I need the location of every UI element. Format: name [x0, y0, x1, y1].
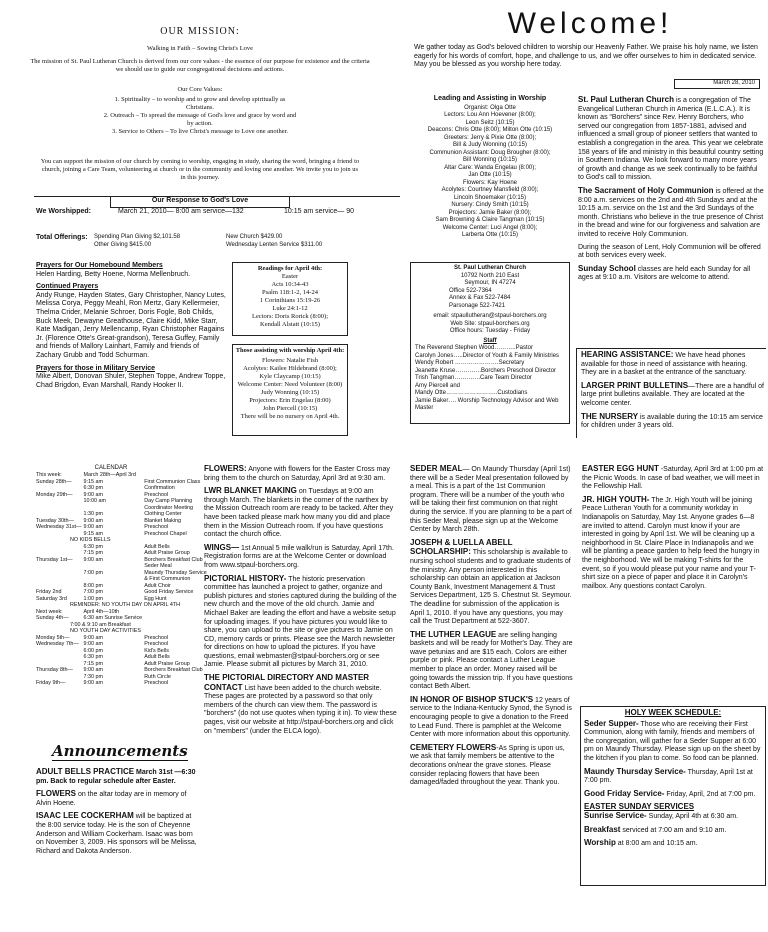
- office-hours: Office hours: Tuesday - Friday: [449, 328, 531, 334]
- hearing-assistance: [581, 351, 764, 378]
- assisting-line: Projectors: Erin Engelau (8:00): [249, 397, 331, 404]
- worship-attendance: March 21, 2010— 8:00 am service—132: [118, 208, 244, 215]
- mission-tagline: Walking in Faith – Sowing Christ's Love: [146, 45, 254, 52]
- core-value: 3. Service to Others – To live Christ's message to Love one another.: [111, 128, 289, 135]
- reading-line: Kendall Alstatt (10:15): [260, 321, 320, 328]
- leading-line: Jan Otte (10:15): [468, 172, 512, 178]
- abell-scholarship: [410, 539, 574, 627]
- luther-league: [410, 631, 574, 692]
- calendar-event: Adult Praise Group: [144, 660, 190, 667]
- calendar-event: Blanket Making: [144, 517, 182, 524]
- leading-line: Lectors: Lou Ann Hoevener (8:00);: [444, 112, 536, 118]
- baptism-head: ISAAC LEE COCKERHAM: [36, 811, 134, 821]
- adult-bells-head: ADULT BELLS PRACTICE: [36, 767, 135, 776]
- calendar-time: 7:00 pm: [83, 589, 103, 595]
- calendar-event: Egg Hunt: [144, 595, 167, 602]
- egg-hunt-text: -Saturday, April 3rd at 1:00 pm at the Picnic Woods. In case of bad weather, we will meet in the Fellowship Hall.: [582, 466, 764, 491]
- nursery-head: THE NURSERY: [581, 411, 639, 421]
- assisting-line: Judy Wonning (10:15): [260, 389, 320, 396]
- pictorial-history: [204, 575, 398, 671]
- calendar-title: CALENDAR: [94, 465, 128, 471]
- about-communion: [578, 187, 764, 240]
- sunday-school-text: classes are held each Sunday for all ages at 9:10 a.m. Visitors are welcome to attend.: [578, 265, 751, 282]
- church-email: email: stpaullutheran@stpaul-borchers.org: [433, 313, 547, 319]
- assisting-april4-title: Those assisting with worship April 4th:: [235, 347, 345, 354]
- wings-text: 1st Annual 5 mile walk/run is Saturday, April 17th. Registration forms are at the Welcome Center or download from www.stpaul-borchers.org.: [204, 544, 394, 569]
- about-section: [578, 96, 764, 287]
- blanket-making: [204, 487, 398, 540]
- worshiped-label: We Worshipped:: [36, 208, 91, 215]
- core-value: 2. Outreach – To spread the message of God's love and grace by word and by action.: [103, 112, 297, 127]
- large-print-text: —There are a handful of large print bulletins available. They are located at the welcome center.: [581, 382, 764, 407]
- nursery-text: is available during the 10:15 am service for children under 3 years old.: [581, 413, 763, 430]
- calendar-event: Borchers Breakfast Club: [144, 556, 203, 563]
- calendar-event: Coordinator Meeting: [144, 504, 194, 511]
- hearing-text: We have head phones available for those in need of assistance with hearing. They are in a basket at the entrance of the sanctuary.: [581, 352, 748, 377]
- altar-flowers: [36, 790, 198, 808]
- assisting-line: Flowers: Natalie Fish: [262, 357, 318, 364]
- easter-flowers: [204, 465, 398, 483]
- leading-line: Flowers: Kay Hoene: [462, 179, 518, 186]
- calendar-day: Sunday 4th—: [36, 615, 69, 621]
- announcements-title: Announcements: [52, 742, 188, 760]
- calendar-day: Sunday 28th—: [36, 478, 72, 485]
- reading-line: Acts 10:34-43: [271, 281, 309, 288]
- abell-text: This scholarship is available to nursing school students and to graduate students of the ministry. Any person interested in this scholarship can obtain an application at Jackson County Bank, Investment Management & Trust Services Department, 125 S. Chestnut St. Seymour. The deadline for submission of the application is April 1, 2010. If you have any questions, you may call the Trust Department at 522-3607.: [410, 549, 572, 626]
- calendar-time: 7:15 pm: [83, 660, 103, 667]
- offering-lenten: Wednesday Lenten Service $311.00: [226, 242, 323, 248]
- calendar-event: Preschool: [144, 524, 169, 530]
- calendar-time: 9:15 am: [83, 478, 103, 485]
- calendar-day: Wednesday 31st—: [36, 524, 82, 530]
- calendar-time: 6:30 pm: [83, 543, 103, 550]
- seder-meal: [410, 465, 574, 535]
- hearing-head: HEARING ASSISTANCE:: [581, 350, 674, 359]
- about-sunday-school: [578, 265, 764, 283]
- assisting-april4-box: [232, 344, 348, 436]
- luther-league-text: are selling hanging baskets and will be ready for Mother's Day. They are wave petunias and are $15 each. Colors are either purple or pink. Please contact a Luther League member to place an order. Money raised will be going towards the mission trip. If you have questions contact Beth Albert.: [410, 631, 573, 691]
- reading-line: 1 Corinthians 15:19-26: [259, 297, 321, 304]
- large-print-head: LARGER PRINT BULLETINS: [581, 380, 689, 390]
- calendar-row: [36, 680, 209, 687]
- calendar-event: Seder Meal: [144, 563, 172, 569]
- assisting-line: Welcome Center: Need Volunteer (8:00): [237, 381, 343, 388]
- calendar-day: Monday 29th—: [36, 491, 73, 498]
- leading-line: Greeters: Jerry & Pixie Otte (8:00);: [443, 134, 537, 141]
- altar-flowers-head: FLOWERS: [36, 789, 76, 799]
- abell-head: JOSEPH & LUELLA ABELL SCHOLARSHIP:: [410, 537, 513, 557]
- leading-line: Projectors: Jamie Baker (8:00);: [448, 209, 532, 216]
- jr-high-youth: [582, 496, 764, 592]
- maundy-thursday: [584, 768, 762, 786]
- calendar-time: 9:00 am: [83, 641, 103, 647]
- about-congregation: [578, 96, 764, 183]
- column-two: [204, 465, 398, 740]
- pictorial-history-head: PICTORIAL HISTORY-: [204, 573, 287, 583]
- egg-hunt-head: EASTER EGG HUNT: [582, 464, 659, 473]
- easter-sunday-title: EASTER SUNDAY SERVICES: [584, 802, 695, 812]
- calendar-time: 9:00 am: [83, 667, 103, 673]
- easter-flowers-head: FLOWERS:: [204, 464, 247, 473]
- phone-annex: Annex & Fax 522-7484: [449, 295, 511, 301]
- readings-box: [232, 262, 348, 336]
- phone-parsonage: Parsonage 522-7421: [449, 302, 506, 309]
- worship-attendance-late: 10:15 am service— 90: [284, 208, 355, 215]
- seder-supper: [584, 720, 762, 764]
- calendar-time: March 28th—April 3rd: [83, 472, 136, 478]
- sunrise-text: Sunday, April 4th at 6:30 am.: [646, 812, 739, 820]
- good-friday: [584, 790, 762, 800]
- luther-league-head: THE LUTHER LEAGUE: [410, 629, 497, 639]
- maundy-text: Thursday, April 1st at 7:00 pm.: [584, 768, 753, 785]
- jr-high-text: The Jr. High Youth will be joining Peace Lutheran Youth for a community workday in Indianapolis on Saturday, May 1st. Anyone grades 6—8 are invited to attend. Carolyn must know if your are interested in going by April 1st. We will be cleaning up a neighborhood in St. Claire Place in Indianapolis and we will be planting a peace garden to help feed the hungry in the neighborhood. We will be making T-shirts for the event, so if you would please put your name and your T-shirt size on a piece of paper and place it in Carolyn's mailbox. Any questions contact Carolyn.: [582, 496, 760, 590]
- breakfast: [584, 826, 762, 836]
- prayers-section: [36, 262, 226, 390]
- altar-flowers-text: on the altar today are in memory of Alvin Hoene.: [36, 791, 187, 807]
- announcements-section: [36, 768, 198, 860]
- staff-line: The Reverend Stephen Wood………..Pastor: [415, 345, 533, 351]
- calendar-event: Adult Choir: [144, 582, 171, 589]
- about-congregation-head: St. Paul Lutheran Church: [578, 95, 675, 104]
- column-three: [410, 465, 574, 792]
- maundy-head: Maundy Thursday Service-: [584, 766, 686, 776]
- calendar-day: Next week:: [36, 608, 63, 615]
- calendar-time: April 4th—10th: [83, 608, 120, 615]
- leading-line: Bill & Judy Wonning (10:15): [453, 142, 527, 148]
- breakfast-text: serviced at 7:00 am and 9:10 am.: [620, 826, 727, 834]
- column-four: [582, 465, 764, 595]
- about-congregation-text: is a congregation of The Evangelical Lutheran Church in America (E.L.C.A.). It is known as “Borchers” since Rev. Henry Borchers, who served our congregation from 1857-1881, advised and influenced a small group of pioneer settlers that wanted to establish a congregation in the area. This year we celebrate 158 years of life and ministry in this beautiful country setting in Southern Indiana. We look forward to many more years of growth and change as we seek continually to be faithful to God's call to mission.: [578, 97, 764, 182]
- baptism: [36, 812, 198, 856]
- church-name: St. Paul Lutheran Church: [453, 265, 526, 271]
- calendar-time: 7:15 pm: [83, 550, 103, 556]
- calendar-event: Ruth Circle: [144, 673, 171, 680]
- pictorial-directory-head: THE PICTORIAL DIRECTORY AND MASTER CONTACT: [204, 673, 370, 692]
- good-friday-text: Friday, April, 2nd at 7:00 pm.: [664, 790, 756, 798]
- calendar-day: Wednesday 7th—: [36, 641, 79, 647]
- staff-line: Mandy Otte……………………..Custodians: [415, 390, 528, 396]
- about-lent: During the season of Lent, Holy Communion will be offered at both services every week.: [578, 243, 761, 260]
- leading-line: Sam Browning & Claire Tangman (10:15): [435, 217, 545, 223]
- staff-line: Jamie Baker…. Worship Technology Advisor and Web Master: [415, 397, 559, 411]
- calendar-event: Adult Bells: [144, 654, 170, 660]
- leading-line: Acolytes: Courtney Mansfield (8:00);: [441, 187, 539, 193]
- sunday-school-head: Sunday School: [578, 263, 636, 273]
- offering-new-church: New Church $429.00: [226, 234, 283, 240]
- calendar-event: Borchers Breakfast Club: [144, 667, 203, 673]
- calendar-event: Maundy Thursday Service: [144, 569, 207, 576]
- egg-hunt: [582, 465, 764, 492]
- leading-line: Leon Seitz (10:15): [465, 119, 515, 126]
- calendar-event: Preschool: [144, 641, 169, 647]
- calendar-day: Thursday 8th—: [36, 667, 73, 673]
- bishop-stuck: [410, 696, 574, 740]
- calendar-time: 6:30 pm: [83, 654, 103, 660]
- calendar-time: 9:00 am: [83, 556, 103, 563]
- church-address: 10792 North 210 East: [460, 272, 520, 279]
- calendar-time: 6:00 pm: [83, 647, 103, 654]
- about-communion-head: The Sacrament of Holy Communion: [578, 185, 714, 195]
- calendar-time: 9:15 am: [83, 530, 103, 537]
- calendar-event: Preschool: [144, 634, 169, 641]
- worship-text: at 8:00 am and 10:15 am.: [615, 840, 698, 848]
- holy-week-title: HOLY WEEK SCHEDULE:: [624, 708, 722, 717]
- military-prayers-list: Mike Albert, Donovan Shuler, Stephen Toppe, Andrew Toppe, Chad Brigdon, Evan Marshall, Randy Hooker II.: [36, 373, 226, 389]
- leading-line: Communion Assistant: Doug Brougher (8:00);: [429, 149, 551, 156]
- calendar-event: Good Friday Service: [144, 589, 194, 595]
- worship-head: Worship: [584, 838, 616, 848]
- calendar-event: Kid's Bells: [144, 647, 169, 654]
- church-info-box: [410, 262, 570, 424]
- core-value: 1. Spirituality – to worship and to grow and develop spiritually as Christians.: [114, 96, 286, 111]
- seder-meal-head: SEDER MEAL: [410, 464, 463, 473]
- calendar-event: Confirmation: [144, 485, 175, 491]
- calendar-event: Preschool: [144, 680, 169, 686]
- calendar-event: First Communion Class: [144, 478, 201, 485]
- mission-title: OUR MISSION:: [160, 26, 240, 37]
- homebound-title: Prayers for Our Homebound Members: [36, 262, 163, 269]
- assisting-line: Kyle Claycamp (10:15): [259, 373, 321, 380]
- assisting-line: Acolytes: Kailee Hildebrand (8:00);: [243, 365, 337, 372]
- mission-statement: The mission of St. Paul Lutheran Church is derived from our core values - the essence of our purpose for existence and the criteria we should use to guide our congregational decisions and actions.: [30, 58, 370, 73]
- calendar-day: Saturday 3rd: [36, 595, 67, 602]
- calendar-time: 6:30 pm: [83, 485, 103, 491]
- staff-title: Staff: [483, 337, 497, 344]
- adult-bells: [36, 768, 198, 786]
- nursery: [581, 413, 764, 431]
- offerings-label: Total Offerings:: [36, 234, 88, 241]
- leading-line: Organist: Olga Otte: [464, 104, 516, 111]
- leading-line: Nursery: Cindy Smith (10:15): [451, 202, 529, 208]
- calendar-note: NO KIDS BELLS: [70, 537, 111, 543]
- reading-line: Easter: [281, 273, 299, 280]
- calendar-time: 10:00 am: [83, 498, 106, 504]
- calendar-event: Preschool Chapel: [144, 530, 187, 537]
- adult-bells-text: March 31st —6:30 pm. Back to regular schedule after Easter.: [36, 769, 196, 785]
- homebound-list: Helen Harding, Betty Hoene, Norma Mellenbruch.: [36, 270, 191, 278]
- calendar-day: This week:: [36, 472, 62, 478]
- leading-title: Leading and Assisting in Worship: [433, 95, 547, 102]
- offering-other: Other Giving $415.00: [94, 242, 152, 248]
- church-website: Web Site: stpaul-borchers.org: [450, 320, 530, 327]
- hearing-box: [576, 348, 766, 438]
- calendar-time: 1:00 pm: [83, 595, 103, 602]
- calendar-day: Thursday 1st—: [36, 556, 73, 563]
- welcome-intro: We gather today as God's beloved children to worship our Heavenly Father. We praise his holy name, we listen eagerly for his words of comfort, hope, and challenge to us, and we offer ourselves to him in dedicated service. May you be blessed as you worship here today.: [414, 44, 758, 69]
- large-print: [581, 382, 764, 409]
- reading-line: Lectors: Doris Rorick (8:00);: [252, 313, 328, 320]
- bishop-stuck-head: IN HONOR OF BISHOP STUCK'S: [410, 694, 534, 704]
- calendar-event: Adult Praise Group: [144, 550, 190, 556]
- bulletin-date: March 28, 2010: [674, 79, 760, 89]
- leading-line: Welcome Center: Luci Angel (8:00);: [442, 224, 538, 231]
- seder-meal-text: — On Maundy Thursday (April 1st) there will be a Seder Meal presentation followed by a meal. This is a part of the 1st Communion program. There will be a number of the youth who will be taking their first communion on that night during the service. If you are planning to be a part of this Seder Meal, please sign up at the Welcome Center by March 28th.: [410, 466, 572, 534]
- staff-line: Trish Tangman………….Care Team Director: [415, 375, 532, 381]
- calendar-time: 7:30 pm: [83, 673, 103, 680]
- staff-line: Carolyn Jones…..Director of Youth & Family Ministries: [415, 352, 560, 359]
- calendar-time: 9:00 am: [83, 517, 103, 524]
- sunrise-service: [584, 812, 762, 822]
- leading-line: Larberta Otte (10:15): [461, 232, 519, 238]
- pictorial-history-text: The historic preservation committee has launched a project to gather, organize and publish pictures and stories captured during the building of the new church and the move of the old church. Jamie and Michael Baker are leading the effort and have a website setup for uploading images. If you have pictures you would like to share, you can upload to the site or give pictures to Jamie on CD, memory cards or prints. Please see the March newsletter for directions on how to upload the pictures. If you have questions, email webmaster@stpaul-borchers.org or see Jamie. Please submit all pictures by March 31, 2010.: [204, 575, 397, 669]
- calendar-time: 8:00 pm: [83, 582, 103, 589]
- continued-prayers-list: Andy Runge, Hayden States, Gary Christopher, Nancy Lutes, Melissa Corya, Peggy Meahl, Ron Mertz, Gary Kellermeier, Thelma Crider, Melanie Schroer, Doris Fogle, Bob Childs, Buck Meek, Dewayne Greathouse, Claire Kidd, Mike Starr, Kate Madigan, Jerry Mellencamp, Ryan Christopher Ragains Jr. (Florence Otte's Great-grandson), Teresa Guffey, Family and friends of Mallory Lainhart, Family and friends of Zachary Grubb and Todd Schurman.: [36, 291, 226, 359]
- jr-high-head: JR. HIGH YOUTH-: [582, 494, 650, 504]
- staff-line: Wendy Robert ………………….Secretary: [415, 360, 525, 366]
- worship-times: [584, 839, 762, 849]
- assisting-line: There will be no nursery on April 4th.: [240, 413, 340, 420]
- calendar-event: Day Camp Planning: [144, 498, 193, 504]
- core-values-list: [100, 96, 300, 136]
- wings-head: WINGS—: [204, 542, 240, 552]
- blanket-making-head: LWR BLANKET MAKING: [204, 486, 297, 496]
- calendar-note: 7:00 & 9:10 am Breakfast: [70, 621, 131, 628]
- calendar-event: Preschool: [144, 491, 169, 498]
- readings-title: Readings for April 4th:: [257, 265, 323, 272]
- leading-line: Bill Wonning (10:15): [463, 157, 517, 163]
- reading-line: Luke 24:1-12: [272, 305, 308, 312]
- leading-line: Deacons: Chris Otte (8:00); Milton Otte (10:15): [427, 127, 553, 133]
- cemetery-flowers: [410, 744, 574, 788]
- mission-support: You can support the mission of our church by coming to worship, engaging in study, sharing the word, bringing a friend to church, joining a Care Team, volunteering at church or in the community and loving one another. We invite you to join us in this journey.: [40, 158, 360, 181]
- calendar-day: Friday 9th—: [36, 680, 66, 686]
- calendar-note: NO YOUTH DAY ACTIVITIES: [70, 628, 141, 634]
- pictorial-directory: [204, 674, 398, 736]
- bishop-stuck-text: 12 years of service to the Indiana-Kentucky Synod, the Synod is encouraging people to give a donation to the Freed to Lead Fund. There is pamphlet at the Welcome Center with more information about this opportunity.: [410, 696, 572, 739]
- assisting-line: John Piercell (10:15): [262, 405, 318, 412]
- easter-flowers-text: Anyone with flowers for the Easter Cross may bring them to the church on Saturday, April 3rd at 9:30 am.: [204, 466, 390, 482]
- military-prayers-title: Prayers for those in Military Service: [36, 364, 156, 372]
- calendar-table: [36, 472, 209, 687]
- wings-walk: [204, 544, 398, 571]
- calendar-day: Monday 5th—: [36, 634, 70, 641]
- leading-section: [412, 95, 568, 240]
- baptism-text: will be baptized at the 8:00 service today. He is the son of Cheyenne Anderson and William Cockerham. Isaac was born on November 3, 2009. His sponsors will be Melissa, Richard and Dakota Anderson.: [36, 813, 197, 855]
- calendar-time: 6:30 am Sunrise Service: [83, 615, 143, 621]
- reading-line: Psalm 118:1-2, 14-24: [262, 289, 318, 296]
- about-communion-text: is offered at the 8:00 a.m. services on the 2nd and 4th Sundays and at the 10:15 a.m. service on the 1st and the 3rd Sundays of the month. Christians who believe in the true presence of Christ in the bread and wine for our forgiveness and salvation are invited to receive Holy Communion.: [578, 187, 764, 238]
- blanket-making-text: on Tuesdays at 9:00 am through March. The blankets in the corner of the narthex by the Mission Outreach room are ready to be tacked. After they have been tacked please mark how many you did and place them in the Mission Outreach room. If you have questions contact the church office.: [204, 488, 394, 539]
- leading-line: Altar Care: Wanda Engelau (8:00);: [444, 164, 536, 171]
- breakfast-head: Breakfast: [584, 824, 621, 834]
- staff-line: Jeanette Kruse………….Borchers Preschool Director: [415, 367, 557, 374]
- holy-week-box: [580, 706, 766, 886]
- calendar-time: 9:00 am: [83, 491, 103, 498]
- cemetery-text: -As Spring is upon us, we ask that family members be attentive to the decorations on/near the grave stones. Please consider replacing flowers that have been damaged/faded throughout the year. Thank you.: [410, 744, 565, 787]
- seder-supper-head: Seder Supper-: [584, 718, 639, 728]
- calendar-time: 9:00 am: [83, 634, 103, 641]
- seder-supper-text: Those who are receiving their First Communion, along with family, friends and members of the congregation, will gather for a Seder Supper at 6:00 pm on Maundy Thursday. Please sign up on the sheet by the kitchen if you plan to come. So food can be planned.: [584, 720, 761, 762]
- welcome-title: Welcome!: [507, 7, 673, 40]
- offering-spending: Spending Plan Giving $2,101.58: [94, 234, 181, 240]
- calendar-time: 9:00 am: [83, 680, 103, 686]
- calendar-time: 9:00 am: [83, 524, 103, 530]
- calendar-event: Clothing Center: [144, 511, 182, 517]
- leading-line: Lincoln Shoemaker (10:15): [453, 194, 527, 201]
- calendar-day: Tuesday 30th—: [36, 517, 74, 524]
- core-values-title: Our Core Values:: [177, 86, 223, 93]
- calendar-day: Friday 2nd: [36, 589, 62, 595]
- church-city: Seymour, IN 47274: [464, 280, 516, 286]
- calendar-event: Adult Bells: [144, 543, 170, 550]
- cemetery-head: CEMETERY FLOWERS: [410, 742, 497, 752]
- sunrise-head: Sunrise Service-: [584, 810, 647, 820]
- phone-office: Office 522-7364: [449, 287, 492, 294]
- calendar-note: REMINDER: NO YOUTH DAY ON APRIL 4TH: [70, 602, 181, 608]
- calendar-time: 7:00 pm: [83, 569, 103, 576]
- calendar-time: 1:30 pm: [83, 511, 103, 517]
- good-friday-head: Good Friday Service-: [584, 788, 665, 798]
- staff-line: Amy Piercell and: [415, 382, 461, 389]
- pictorial-directory-text: List have been added to the church website. These pages are protected by a password so that only members of the church can view them. The password is "borchers" (do not use quotes when typing it in). To view these pages, visit our website at http://stpaul-borchers.org and click on "members" (under the ELCA logo).: [204, 684, 397, 735]
- continued-prayers-title: Continued Prayers: [36, 283, 99, 291]
- calendar-event: & First Communion: [144, 576, 191, 582]
- response-title: Our Response to God's Love: [110, 196, 290, 208]
